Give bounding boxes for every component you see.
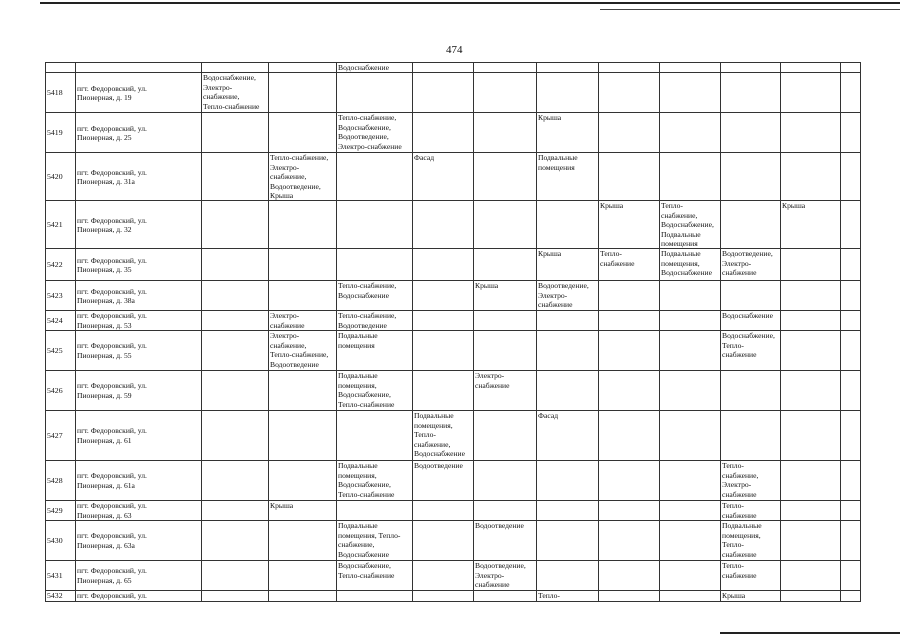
header-cell bbox=[841, 63, 861, 73]
work-cell bbox=[202, 521, 269, 561]
work-cell bbox=[599, 371, 660, 411]
work-cell: Тепло- снабжение bbox=[721, 561, 781, 591]
row-number: 5430 bbox=[46, 521, 76, 561]
work-cell bbox=[599, 281, 660, 311]
work-cell bbox=[781, 281, 841, 311]
work-cell: Подвальные помещения, Водоснабжение bbox=[660, 249, 721, 281]
work-cell bbox=[202, 153, 269, 201]
work-cell: Фасад bbox=[537, 411, 599, 461]
work-cell bbox=[841, 371, 861, 411]
work-cell bbox=[202, 311, 269, 331]
work-cell bbox=[599, 461, 660, 501]
work-cell bbox=[841, 331, 861, 371]
address-cell: пгт. Федоровский, ул. Пионерная, д. 35 bbox=[76, 249, 202, 281]
work-cell bbox=[537, 331, 599, 371]
header-cell bbox=[599, 63, 660, 73]
work-cell: Водоотведение bbox=[413, 461, 474, 501]
table-row bbox=[46, 249, 861, 281]
work-cell bbox=[660, 311, 721, 331]
work-cell bbox=[337, 153, 413, 201]
work-cell: Подвальные помещения, Тепло- снабжение bbox=[721, 521, 781, 561]
work-cell bbox=[537, 501, 599, 521]
table-row bbox=[46, 371, 861, 411]
work-cell bbox=[474, 461, 537, 501]
work-cell bbox=[202, 411, 269, 461]
row-number: 5428 bbox=[46, 461, 76, 501]
work-cell: Подвальные помещения, Тепло- снабжение, Водоснабжение bbox=[337, 521, 413, 561]
header-cell bbox=[474, 63, 537, 73]
table-row bbox=[46, 201, 861, 249]
work-cell bbox=[721, 371, 781, 411]
work-cell bbox=[474, 201, 537, 249]
work-cell bbox=[599, 521, 660, 561]
row-number: 5426 bbox=[46, 371, 76, 411]
address-cell: пгт. Федоровский, ул. Пионерная, д. 32 bbox=[76, 201, 202, 249]
work-cell: Крыша bbox=[721, 591, 781, 601]
work-cell bbox=[269, 411, 337, 461]
work-cell: Тепло- снабжение bbox=[599, 249, 660, 281]
work-cell bbox=[202, 501, 269, 521]
work-cell bbox=[413, 561, 474, 591]
work-cell: Крыша bbox=[781, 201, 841, 249]
work-cell bbox=[599, 73, 660, 113]
row-number: 5420 bbox=[46, 153, 76, 201]
scan-border-bottom bbox=[720, 632, 900, 634]
work-cell bbox=[599, 113, 660, 153]
work-cell bbox=[660, 411, 721, 461]
table-row bbox=[46, 73, 861, 113]
header-cell bbox=[269, 63, 337, 73]
work-cell bbox=[781, 371, 841, 411]
work-cell: Водоснабжение, Тепло- снабжение bbox=[721, 331, 781, 371]
work-cell bbox=[660, 153, 721, 201]
work-cell bbox=[660, 501, 721, 521]
header-cell bbox=[413, 63, 474, 73]
work-cell bbox=[269, 561, 337, 591]
header-continuation-row bbox=[46, 63, 861, 73]
work-cell bbox=[721, 411, 781, 461]
work-cell bbox=[269, 73, 337, 113]
work-cell bbox=[599, 591, 660, 601]
work-cell bbox=[781, 153, 841, 201]
work-cell bbox=[781, 521, 841, 561]
work-cell bbox=[660, 461, 721, 501]
work-cell bbox=[413, 201, 474, 249]
address-cell: пгт. Федоровский, ул. Пионерная, д. 53 bbox=[76, 311, 202, 331]
work-cell bbox=[202, 591, 269, 601]
work-cell bbox=[781, 501, 841, 521]
work-cell bbox=[413, 281, 474, 311]
work-cell bbox=[721, 281, 781, 311]
work-cell: Водоотведение, Электро- снабжение bbox=[721, 249, 781, 281]
work-cell bbox=[781, 249, 841, 281]
work-cell bbox=[202, 561, 269, 591]
work-cell bbox=[337, 249, 413, 281]
work-cell: Крыша bbox=[537, 249, 599, 281]
work-cell: Тепло-снабжение, Водоснабжение bbox=[337, 281, 413, 311]
address-cell: пгт. Федоровский, ул. Пионерная, д. 65 bbox=[76, 561, 202, 591]
work-cell bbox=[202, 201, 269, 249]
work-cell bbox=[474, 73, 537, 113]
row-number: 5424 bbox=[46, 311, 76, 331]
table-row bbox=[46, 411, 861, 461]
row-number: 5429 bbox=[46, 501, 76, 521]
scan-border-top-right bbox=[600, 9, 900, 10]
work-cell: Тепло-снабжение, Водоснабжение, Водоотведение, Электро-снабжение bbox=[337, 113, 413, 153]
work-cell bbox=[413, 521, 474, 561]
work-cell: Тепло-снабжение, Водоотведение bbox=[337, 311, 413, 331]
row-number: 5431 bbox=[46, 561, 76, 591]
work-cell bbox=[537, 461, 599, 501]
work-cell: Крыша bbox=[474, 281, 537, 311]
work-cell bbox=[337, 591, 413, 601]
work-cell: Подвальные помещения, Водоснабжение, Тепло-снабжение bbox=[337, 371, 413, 411]
header-cell bbox=[721, 63, 781, 73]
work-cell bbox=[474, 331, 537, 371]
work-cell bbox=[537, 561, 599, 591]
work-cell bbox=[660, 561, 721, 591]
work-cell: Водоснабжение, Электро- снабжение, Тепло-снабжение bbox=[202, 73, 269, 113]
work-cell bbox=[841, 501, 861, 521]
work-cell bbox=[841, 113, 861, 153]
address-cell: пгт. Федоровский, ул. Пионерная, д. 61 bbox=[76, 411, 202, 461]
work-cell bbox=[474, 501, 537, 521]
table-row bbox=[46, 591, 861, 601]
work-cell: Крыша bbox=[269, 501, 337, 521]
work-cell bbox=[781, 311, 841, 331]
work-cell bbox=[841, 201, 861, 249]
table-row bbox=[46, 501, 861, 521]
row-number: 5421 bbox=[46, 201, 76, 249]
work-cell bbox=[660, 331, 721, 371]
address-cell: пгт. Федоровский, ул. Пионерная, д. 63а bbox=[76, 521, 202, 561]
work-cell bbox=[413, 73, 474, 113]
page-number: 474 bbox=[446, 44, 463, 56]
row-number: 5422 bbox=[46, 249, 76, 281]
work-cell: Водоотведение, Электро- снабжение bbox=[537, 281, 599, 311]
work-cell bbox=[269, 113, 337, 153]
work-cell bbox=[660, 521, 721, 561]
work-cell bbox=[537, 73, 599, 113]
table-row bbox=[46, 561, 861, 591]
work-cell: Крыша bbox=[599, 201, 660, 249]
work-cell bbox=[781, 461, 841, 501]
address-cell: пгт. Федоровский, ул. Пионерная, д. 19 bbox=[76, 73, 202, 113]
work-cell bbox=[202, 461, 269, 501]
row-number: 5432 bbox=[46, 591, 76, 601]
address-cell: пгт. Федоровский, ул. Пионерная, д. 63 bbox=[76, 501, 202, 521]
work-cell bbox=[660, 281, 721, 311]
work-cell: Тепло- снабжение, Водоснабжение, Подвальные помещения bbox=[660, 201, 721, 249]
work-cell: Подвальные помещения, Водоснабжение, Тепло-снабжение bbox=[337, 461, 413, 501]
row-number: 5418 bbox=[46, 73, 76, 113]
work-cell: Подвальные помещения bbox=[537, 153, 599, 201]
work-cell bbox=[841, 411, 861, 461]
address-cell: пгт. Федоровский, ул. bbox=[76, 591, 202, 601]
work-cell bbox=[599, 311, 660, 331]
work-cell bbox=[474, 153, 537, 201]
work-cell bbox=[721, 113, 781, 153]
work-cell bbox=[474, 311, 537, 331]
repair-schedule-table bbox=[45, 62, 861, 602]
work-cell bbox=[660, 113, 721, 153]
work-cell bbox=[721, 73, 781, 113]
work-cell bbox=[537, 371, 599, 411]
work-cell: Тепло- снабжение, Электро- снабжение bbox=[721, 461, 781, 501]
table-row bbox=[46, 281, 861, 311]
address-cell: пгт. Федоровский, ул. Пионерная, д. 31а bbox=[76, 153, 202, 201]
work-cell bbox=[781, 113, 841, 153]
work-cell bbox=[269, 521, 337, 561]
work-cell bbox=[841, 591, 861, 601]
work-cell bbox=[202, 113, 269, 153]
work-cell bbox=[202, 331, 269, 371]
table-row bbox=[46, 461, 861, 501]
work-cell bbox=[660, 371, 721, 411]
address-cell: пгт. Федоровский, ул. Пионерная, д. 25 bbox=[76, 113, 202, 153]
work-cell bbox=[781, 411, 841, 461]
work-cell bbox=[269, 281, 337, 311]
work-cell bbox=[841, 521, 861, 561]
work-cell bbox=[537, 201, 599, 249]
header-cell: Водоснабжение bbox=[337, 63, 413, 73]
work-cell bbox=[413, 113, 474, 153]
work-cell bbox=[660, 73, 721, 113]
work-cell bbox=[781, 591, 841, 601]
header-cell bbox=[76, 63, 202, 73]
work-cell bbox=[413, 249, 474, 281]
work-cell bbox=[537, 521, 599, 561]
work-cell: Водоснабжение, Тепло-снабжение bbox=[337, 561, 413, 591]
address-cell: пгт. Федоровский, ул. Пионерная, д. 55 bbox=[76, 331, 202, 371]
work-cell bbox=[721, 201, 781, 249]
work-cell bbox=[841, 561, 861, 591]
work-cell bbox=[413, 501, 474, 521]
work-cell bbox=[202, 249, 269, 281]
work-cell bbox=[841, 73, 861, 113]
work-cell bbox=[413, 331, 474, 371]
work-cell bbox=[599, 561, 660, 591]
work-cell bbox=[269, 591, 337, 601]
work-cell bbox=[337, 501, 413, 521]
work-cell bbox=[781, 73, 841, 113]
work-cell bbox=[781, 561, 841, 591]
scan-border-top bbox=[40, 2, 900, 4]
work-cell bbox=[841, 281, 861, 311]
work-cell: Водоотведение, Электро- снабжение bbox=[474, 561, 537, 591]
header-cell bbox=[781, 63, 841, 73]
work-cell: Электро- снабжение, Тепло-снабжение, Водоотведение bbox=[269, 331, 337, 371]
header-cell bbox=[660, 63, 721, 73]
work-cell bbox=[599, 501, 660, 521]
header-cell bbox=[46, 63, 76, 73]
work-cell bbox=[537, 311, 599, 331]
work-cell bbox=[841, 249, 861, 281]
work-cell: Водоснабжение bbox=[721, 311, 781, 331]
work-cell: Водоотведение bbox=[474, 521, 537, 561]
work-cell: Подвальные помещения bbox=[337, 331, 413, 371]
work-cell bbox=[269, 461, 337, 501]
work-cell: Тепло- bbox=[537, 591, 599, 601]
work-cell bbox=[599, 153, 660, 201]
work-cell bbox=[841, 153, 861, 201]
row-number: 5419 bbox=[46, 113, 76, 153]
work-cell: Тепло-снабжение, Электро- снабжение, Водоотведение, Крыша bbox=[269, 153, 337, 201]
work-cell bbox=[599, 331, 660, 371]
work-cell bbox=[337, 73, 413, 113]
work-cell bbox=[202, 281, 269, 311]
work-cell bbox=[721, 153, 781, 201]
work-cell: Электро- снабжение bbox=[269, 311, 337, 331]
work-cell bbox=[781, 331, 841, 371]
work-cell: Фасад bbox=[413, 153, 474, 201]
work-cell bbox=[660, 591, 721, 601]
work-cell bbox=[413, 591, 474, 601]
work-cell: Крыша bbox=[537, 113, 599, 153]
work-cell bbox=[599, 411, 660, 461]
work-cell bbox=[337, 411, 413, 461]
work-cell bbox=[269, 201, 337, 249]
work-cell bbox=[474, 249, 537, 281]
work-cell: Подвальные помещения, Тепло- снабжение, Водоснабжение bbox=[413, 411, 474, 461]
work-cell bbox=[474, 411, 537, 461]
work-cell bbox=[202, 371, 269, 411]
row-number: 5425 bbox=[46, 331, 76, 371]
work-cell bbox=[474, 113, 537, 153]
work-cell bbox=[841, 311, 861, 331]
work-cell bbox=[474, 591, 537, 601]
work-cell bbox=[269, 249, 337, 281]
work-cell: Тепло- снабжение bbox=[721, 501, 781, 521]
row-number: 5423 bbox=[46, 281, 76, 311]
address-cell: пгт. Федоровский, ул. Пионерная, д. 59 bbox=[76, 371, 202, 411]
work-cell bbox=[413, 311, 474, 331]
table-row bbox=[46, 311, 861, 331]
address-cell: пгт. Федоровский, ул. Пионерная, д. 38а bbox=[76, 281, 202, 311]
table-row bbox=[46, 113, 861, 153]
row-number: 5427 bbox=[46, 411, 76, 461]
table-row bbox=[46, 153, 861, 201]
work-cell bbox=[337, 201, 413, 249]
work-cell bbox=[269, 371, 337, 411]
header-cell bbox=[537, 63, 599, 73]
work-cell: Электро- снабжение bbox=[474, 371, 537, 411]
work-cell bbox=[841, 461, 861, 501]
table-row bbox=[46, 331, 861, 371]
table-row bbox=[46, 521, 861, 561]
address-cell: пгт. Федоровский, ул. Пионерная, д. 61а bbox=[76, 461, 202, 501]
header-cell bbox=[202, 63, 269, 73]
work-cell bbox=[413, 371, 474, 411]
